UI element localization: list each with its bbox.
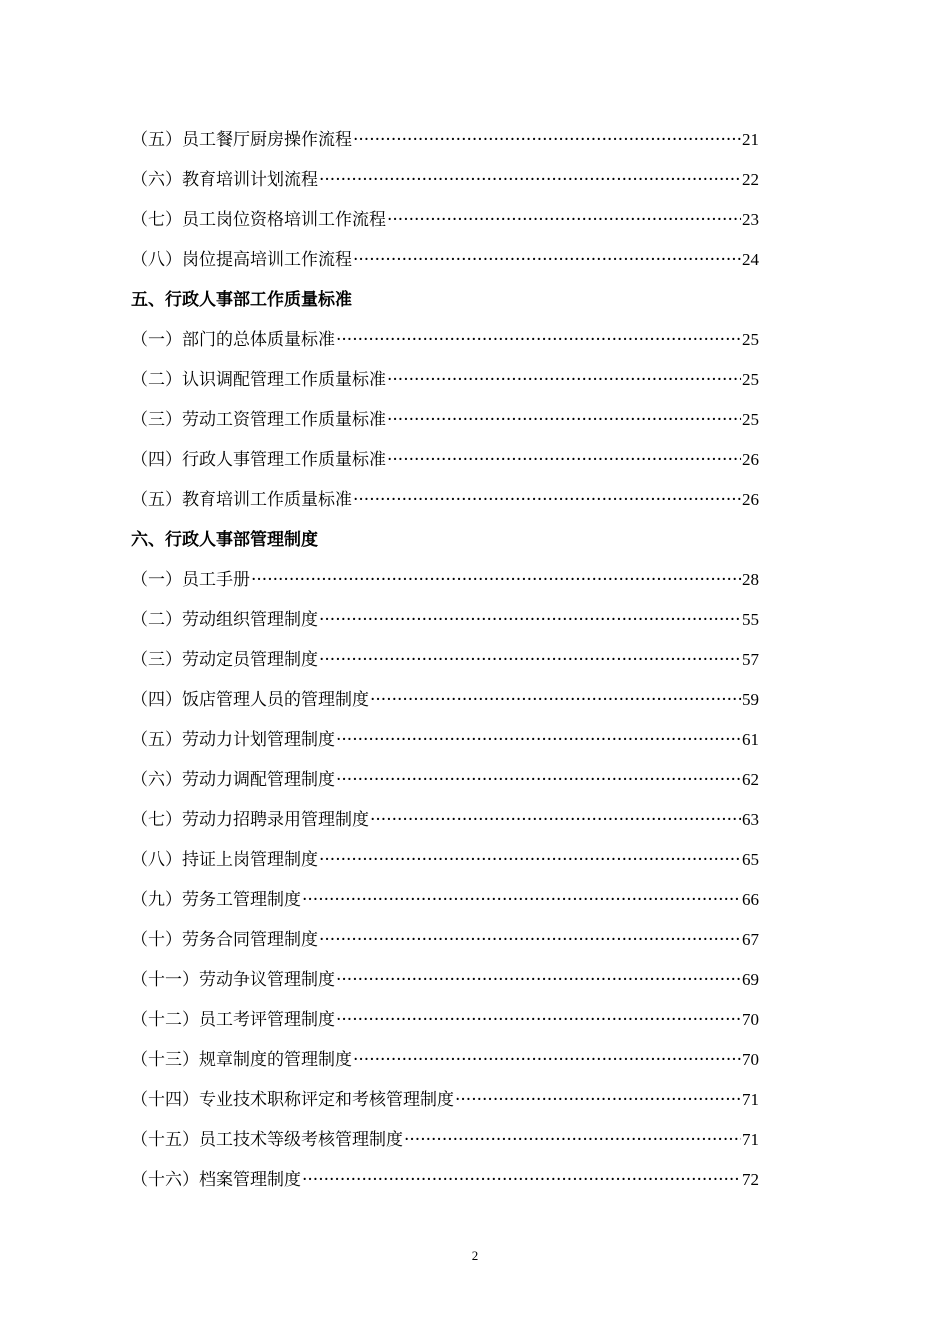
- toc-entry[interactable]: [131, 240, 759, 280]
- toc-entry[interactable]: [131, 920, 759, 960]
- toc-leader-dots: [370, 680, 741, 720]
- toc-entry-page: 21: [742, 130, 759, 149]
- page-number: 2: [471, 1248, 479, 1263]
- toc-entry[interactable]: [131, 960, 759, 1000]
- toc-entry[interactable]: [131, 320, 759, 360]
- toc-entry[interactable]: [131, 720, 759, 760]
- toc-entry[interactable]: [131, 1040, 759, 1080]
- toc-entry-page: 71: [742, 1090, 759, 1109]
- toc-entry-label: （十）劳务合同管理制度: [131, 930, 318, 950]
- toc-entry[interactable]: [131, 1120, 759, 1160]
- toc-entry-label: （十四）专业技术职称评定和考核管理制度: [131, 1090, 454, 1110]
- toc-entry-label: （五）教育培训工作质量标准: [131, 490, 352, 510]
- toc-leader-dots: [353, 120, 741, 160]
- toc-leader-dots: [336, 320, 741, 360]
- toc-leader-dots: [336, 760, 741, 800]
- toc-entry-page: 28: [742, 570, 759, 589]
- toc-entry-label: （三）劳动工资管理工作质量标准: [131, 410, 386, 430]
- toc-leader-dots: [336, 1000, 741, 1040]
- toc-entry[interactable]: [131, 880, 759, 920]
- toc-entry[interactable]: [131, 760, 759, 800]
- toc-entry-label: （四）行政人事管理工作质量标准: [131, 450, 386, 470]
- toc-leader-dots: [353, 480, 741, 520]
- toc-entry[interactable]: [131, 200, 759, 240]
- toc-entry-page: 66: [742, 890, 759, 909]
- toc-leader-dots: [319, 840, 741, 880]
- toc-entry-page: 57: [742, 650, 759, 669]
- toc-leader-dots: [353, 1040, 741, 1080]
- section-heading[interactable]: 五、行政人事部工作质量标准: [131, 290, 352, 310]
- toc-leader-dots: [319, 160, 741, 200]
- toc-entry[interactable]: [131, 560, 759, 600]
- toc-entry-label: （七）员工岗位资格培训工作流程: [131, 210, 386, 230]
- toc-leader-dots: [387, 200, 741, 240]
- toc-leader-dots: [319, 920, 741, 960]
- toc-entry-label: （五）员工餐厅厨房操作流程: [131, 130, 352, 150]
- toc-entry-page: 22: [742, 170, 759, 189]
- toc-entry-label: （七）劳动力招聘录用管理制度: [131, 810, 369, 830]
- toc-entry-page: 70: [742, 1010, 759, 1029]
- toc-entry-label: （八）岗位提高培训工作流程: [131, 250, 352, 270]
- toc-entry-label: （十五）员工技术等级考核管理制度: [131, 1130, 403, 1150]
- toc-leader-dots: [387, 400, 741, 440]
- toc-leader-dots: [404, 1120, 741, 1160]
- toc-entry[interactable]: [131, 640, 759, 680]
- toc-entry-page: 25: [742, 370, 759, 389]
- toc-entry[interactable]: [131, 800, 759, 840]
- toc-entry-label: （一）员工手册: [131, 570, 250, 590]
- toc-entry[interactable]: [131, 400, 759, 440]
- toc-entry-label: （四）饭店管理人员的管理制度: [131, 690, 369, 710]
- toc-leader-dots: [353, 240, 741, 280]
- section-heading[interactable]: 六、行政人事部管理制度: [131, 530, 318, 550]
- toc-entry-page: 26: [742, 490, 759, 509]
- toc-entry[interactable]: [131, 1080, 759, 1120]
- toc-entry-page: 25: [742, 330, 759, 349]
- toc-entry-page: 65: [742, 850, 759, 869]
- toc-entry-page: 26: [742, 450, 759, 469]
- toc-leader-dots: [336, 960, 741, 1000]
- toc-leader-dots: [302, 880, 741, 920]
- toc-entry-page: 70: [742, 1050, 759, 1069]
- toc-leader-dots: [251, 560, 741, 600]
- toc-entry-label: （三）劳动定员管理制度: [131, 650, 318, 670]
- toc-entry-page: 23: [742, 210, 759, 229]
- toc-entry-label: （六）教育培训计划流程: [131, 170, 318, 190]
- toc-entry-page: 55: [742, 610, 759, 629]
- toc-leader-dots: [336, 720, 741, 760]
- toc-entry[interactable]: [131, 840, 759, 880]
- toc-leader-dots: [387, 360, 741, 400]
- toc-entry-label: （二）认识调配管理工作质量标准: [131, 370, 386, 390]
- toc-entry[interactable]: [131, 680, 759, 720]
- toc-entry-page: 62: [742, 770, 759, 789]
- toc-entry-label: （八）持证上岗管理制度: [131, 850, 318, 870]
- toc-entry-label: （五）劳动力计划管理制度: [131, 730, 335, 750]
- toc-entry-page: 67: [742, 930, 759, 949]
- toc-entry-label: （十一）劳动争议管理制度: [131, 970, 335, 990]
- toc-leader-dots: [319, 640, 741, 680]
- toc-entry-label: （十三）规章制度的管理制度: [131, 1050, 352, 1070]
- toc-entry[interactable]: [131, 440, 759, 480]
- toc-entry[interactable]: [131, 120, 759, 160]
- toc-entry-page: 24: [742, 250, 759, 269]
- toc-entry-label: （十六）档案管理制度: [131, 1170, 301, 1190]
- toc-entry[interactable]: [131, 480, 759, 520]
- toc-entry[interactable]: [131, 1160, 759, 1200]
- toc-entry-page: 71: [742, 1130, 759, 1149]
- toc-entry-page: 59: [742, 690, 759, 709]
- toc-entry[interactable]: [131, 360, 759, 400]
- toc-leader-dots: [370, 800, 741, 840]
- toc-entry-page: 72: [742, 1170, 759, 1189]
- toc-entry-page: 63: [742, 810, 759, 829]
- toc-entry-page: 25: [742, 410, 759, 429]
- toc-entry[interactable]: [131, 1000, 759, 1040]
- toc-leader-dots: [455, 1080, 741, 1120]
- table-of-contents: [131, 120, 759, 1200]
- toc-entry[interactable]: [131, 600, 759, 640]
- toc-entry-page: 61: [742, 730, 759, 749]
- toc-entry-page: 69: [742, 970, 759, 989]
- toc-leader-dots: [302, 1160, 741, 1200]
- toc-entry-label: （二）劳动组织管理制度: [131, 610, 318, 630]
- toc-leader-dots: [319, 600, 741, 640]
- toc-entry-label: （十二）员工考评管理制度: [131, 1010, 335, 1030]
- toc-entry-label: （六）劳动力调配管理制度: [131, 770, 335, 790]
- toc-leader-dots: [387, 440, 741, 480]
- toc-entry[interactable]: [131, 160, 759, 200]
- toc-entry-label: （九）劳务工管理制度: [131, 890, 301, 910]
- toc-entry-label: （一）部门的总体质量标准: [131, 330, 335, 350]
